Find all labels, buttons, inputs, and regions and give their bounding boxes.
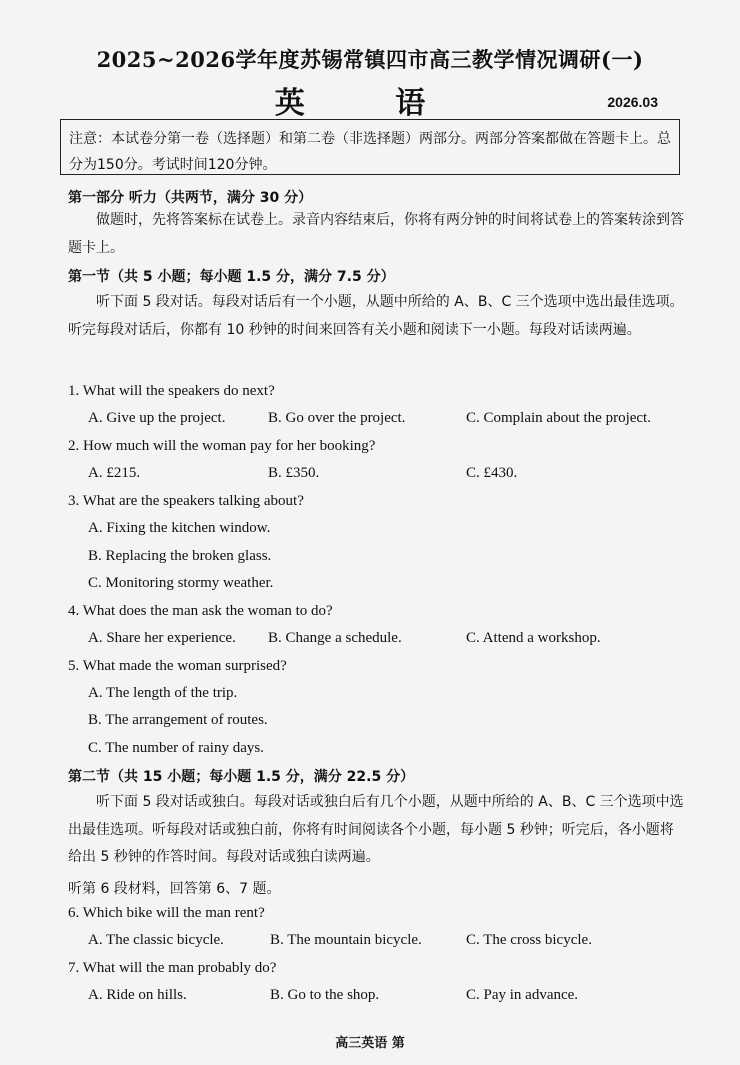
question-5-option-c: C. The number of rainy days. bbox=[88, 740, 264, 756]
question-6-option-c: C. The cross bicycle. bbox=[466, 932, 592, 948]
question-1-option-c: C. Complain about the project. bbox=[466, 410, 651, 426]
part1-instruction: 做题时，先将答案标在试卷上。录音内容结束后，你将有两分钟的时间将试卷上的答案转涂到答题卡上。 bbox=[68, 212, 684, 256]
section1-instruction: 听下面 5 段对话。每段对话后有一个小题，从题中所给的 A、B、C 三个选项中选出最佳选项。听完每段对话后，你都有 10 秒钟的时间来回答有关小题和阅读下一小题。每段对话读两遍。 bbox=[68, 294, 684, 338]
question-7-stem: 7. What will the man probably do? bbox=[68, 960, 277, 976]
question-5-stem: 5. What made the woman surprised? bbox=[68, 658, 287, 674]
subject-title: 英 语 bbox=[274, 86, 466, 121]
question-7-option-c: C. Pay in advance. bbox=[466, 987, 579, 1003]
section2-instruction: 听下面 5 段对话或独白。每段对话或独白后有几个小题，从题中所给的 A、B、C 三个选项中选出最佳选项。听每段对话或独白前，你将有时间阅读各个小题，每小题 5 秒钟；听完后，各小题将给出 5 秒钟的作答时间。每段对话或独白读两遍。 bbox=[68, 794, 684, 865]
question-6-option-b: B. The mountain bicycle. bbox=[270, 932, 422, 948]
part1-heading: 第一部分 听力（共两节，满分 30 分） bbox=[68, 190, 313, 206]
question-2-option-a: A. £215. bbox=[88, 465, 141, 481]
question-3-stem: 3. What are the speakers talking about? bbox=[68, 493, 304, 509]
question-6-stem: 6. Which bike will the man rent? bbox=[68, 905, 265, 921]
question-1-option-b: B. Go over the project. bbox=[268, 410, 406, 426]
exam-title: 2025~2026学年度苏锡常镇四市高三教学情况调研(一) bbox=[96, 47, 644, 72]
question-2-option-c: C. £430. bbox=[466, 465, 518, 481]
question-7-option-b: B. Go to the shop. bbox=[270, 987, 380, 1003]
question-4-stem: 4. What does the man ask the woman to do? bbox=[68, 603, 333, 619]
question-3-option-c: C. Monitoring stormy weather. bbox=[88, 575, 274, 591]
exam-date: 2026.03 bbox=[607, 94, 658, 110]
material-6-note: 听第 6 段材料，回答第 6、7 题。 bbox=[68, 881, 281, 897]
question-1-option-a: A. Give up the project. bbox=[88, 410, 226, 426]
question-2-option-b: B. £350. bbox=[268, 465, 320, 481]
question-4-option-a: A. Share her experience. bbox=[88, 630, 236, 646]
question-5-option-a: A. The length of the trip. bbox=[88, 685, 238, 701]
question-1-stem: 1. What will the speakers do next? bbox=[68, 383, 275, 399]
question-3-option-a: A. Fixing the kitchen window. bbox=[88, 520, 271, 536]
question-4-option-c: C. Attend a workshop. bbox=[466, 630, 601, 646]
notice-box: 注意：本试卷分第一卷（选择题）和第二卷（非选择题）两部分。两部分答案都做在答题卡上。总分为150分。考试时间120分钟。 bbox=[60, 119, 680, 175]
question-5-option-b: B. The arrangement of routes. bbox=[88, 712, 268, 728]
question-6-option-a: A. The classic bicycle. bbox=[88, 932, 224, 948]
question-7-option-a: A. Ride on hills. bbox=[88, 987, 187, 1003]
question-4-option-b: B. Change a schedule. bbox=[268, 630, 402, 646]
page-footer: 高三英语 第 bbox=[335, 1036, 405, 1051]
section2-heading: 第二节（共 15 小题；每小题 1.5 分，满分 22.5 分） bbox=[68, 769, 415, 785]
question-3-option-b: B. Replacing the broken glass. bbox=[88, 548, 272, 564]
section1-heading: 第一节（共 5 小题；每小题 1.5 分，满分 7.5 分） bbox=[68, 269, 395, 285]
question-2-stem: 2. How much will the woman pay for her booking? bbox=[68, 438, 376, 454]
